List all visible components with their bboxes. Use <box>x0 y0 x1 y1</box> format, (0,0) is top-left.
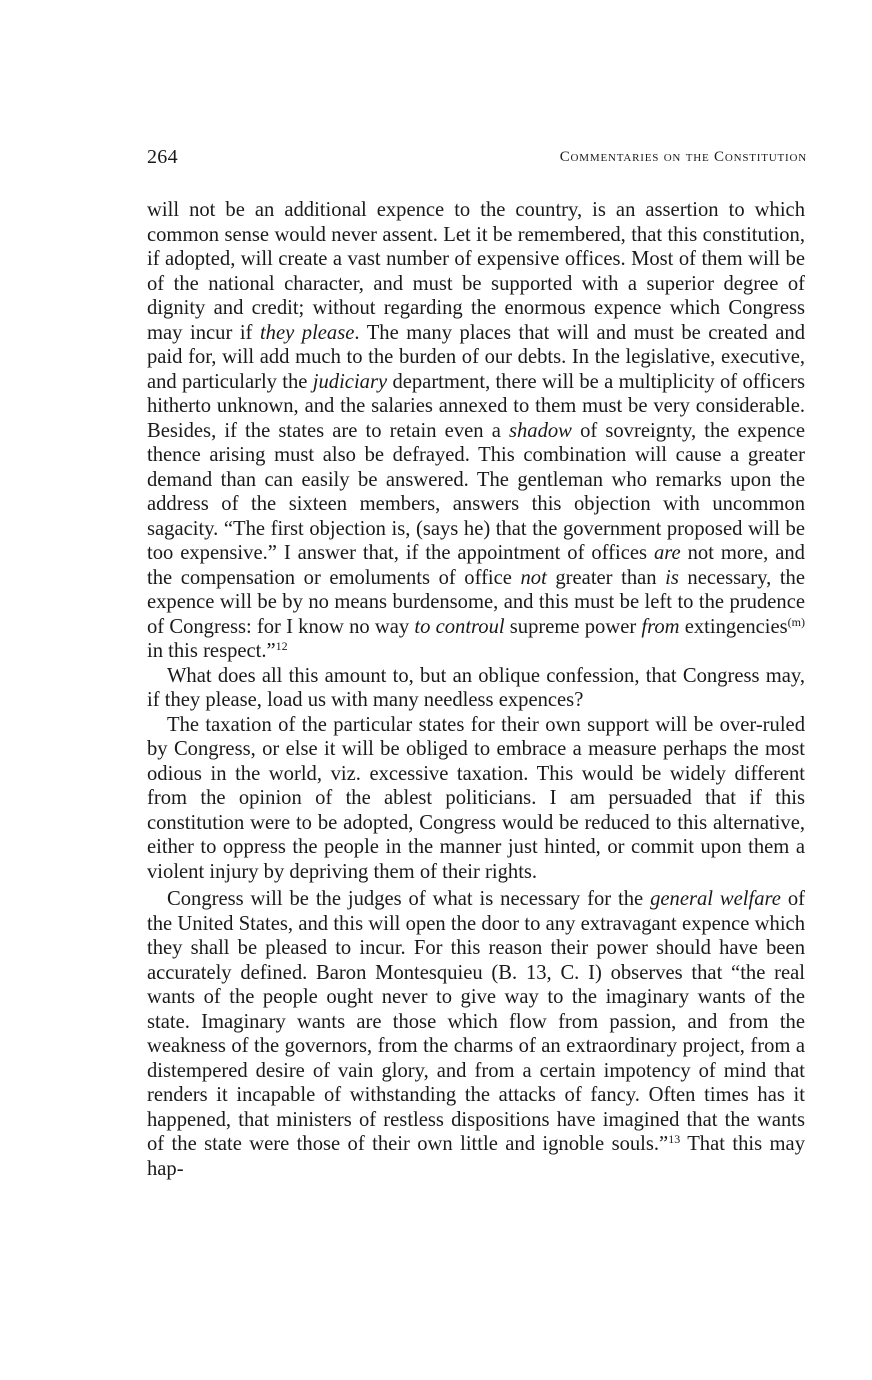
text-run: Congress will be the judges of what is necessary for the <box>167 888 651 910</box>
text-run: will not be an additional expence to the country, is an assertion to which common sense would never assent. Let it be remembered, that this constitution, if adopted, will create a vast number of expensive offices. Most of them will be of the national character, and must be supported with a superior degree of dignity and credit; without regarding the enormous expence which Congress may incur if <box>147 199 805 344</box>
text-run: That this may hap- <box>147 1133 805 1180</box>
footnote-marker: (m) <box>787 614 805 629</box>
text-run: The taxation of the particular states for their own support will be over-ruled by Congress, or else it will be obliged to embrace a measure perhaps the most odious in the world, viz. excessive taxation. This would be widely different from the opinion of the ablest politicians. I am persuaded that if this constitution were to be adopted, Congress would be reduced to this alternative, either to oppress the people in the manner just hinted, or commit upon them a violent injury by depriving them of their rights. <box>147 713 805 883</box>
text-run: necessary, the expence will be by no means burdensome, and this must be left to the prudence of Congress: for I know no way <box>147 566 805 638</box>
italic-text: they please <box>259 321 355 344</box>
italic-text: general welfare <box>650 888 781 910</box>
italic-text: not <box>520 566 547 589</box>
text-run: . The many places that will and must be created and paid for, will add much to the burden of our debts. In the legislative, executive, and particularly the <box>147 321 805 393</box>
footnote-marker: 13 <box>668 1132 681 1146</box>
running-head <box>147 146 807 176</box>
page-number: 264 <box>147 146 178 168</box>
italic-text: shadow <box>508 419 572 442</box>
text-run: department, there will be a multiplicity of officers hitherto unknown, and the salaries annexed to them must be very considerable. Besides, if the states are to retain even a <box>147 370 805 442</box>
paragraph <box>147 713 805 885</box>
italic-text: judiciary <box>312 370 388 393</box>
footnote-marker: 12 <box>275 639 288 653</box>
text-run: greater than <box>546 566 666 589</box>
paragraph <box>147 198 805 664</box>
text-run: What does all this amount to, but an oblique confession, that Congress may, if they please, load us with many needless expences? <box>147 664 805 711</box>
italic-text: to controul <box>414 615 505 638</box>
text-run: of the United States, and this will open the door to any extravagant expence which they shall be pleased to incur. For this reason their power should have been accurately defined. Baron Montesquieu (B. 13, C. I) observes that “the real wants of the people ought never to give way to the imaginary wants of the state. Imaginary wants are those which flow from passion, and from the weakness of the governors, from the charms of an extraordinary project, from a distempered desire of vain glory, and from a certain impotency of mind that renders it incapable of withstanding the attacks of fancy. Often times has it happened, that ministers of restless dispositions have imagined that the wants of the state were those of their own little and ignoble souls.” <box>147 888 805 1155</box>
italic-text: are <box>653 542 681 564</box>
text-run: supreme power <box>504 615 642 638</box>
text-run: of sovreignty, the expence thence arising must also be defrayed. This combination will cause a greater demand than can easily be answered. The gentleman who remarks upon the address of the sixteen members, answers this objection with uncommon sagacity. “The first objection is, (says he) that the government proposed will be too expensive.” I answer that, if the appointment of offices <box>147 419 805 564</box>
italic-text: is <box>665 566 679 589</box>
paragraph <box>147 664 805 713</box>
paragraph <box>147 887 805 1181</box>
text-run: extingencies <box>679 615 788 638</box>
italic-text: from <box>641 615 680 638</box>
text-run: in this respect.” <box>147 640 276 662</box>
running-title: Commentaries on the Constitution <box>559 149 807 165</box>
text-run: not more, and the compensation or emoluments of office <box>147 542 805 589</box>
body-text <box>147 198 805 1181</box>
